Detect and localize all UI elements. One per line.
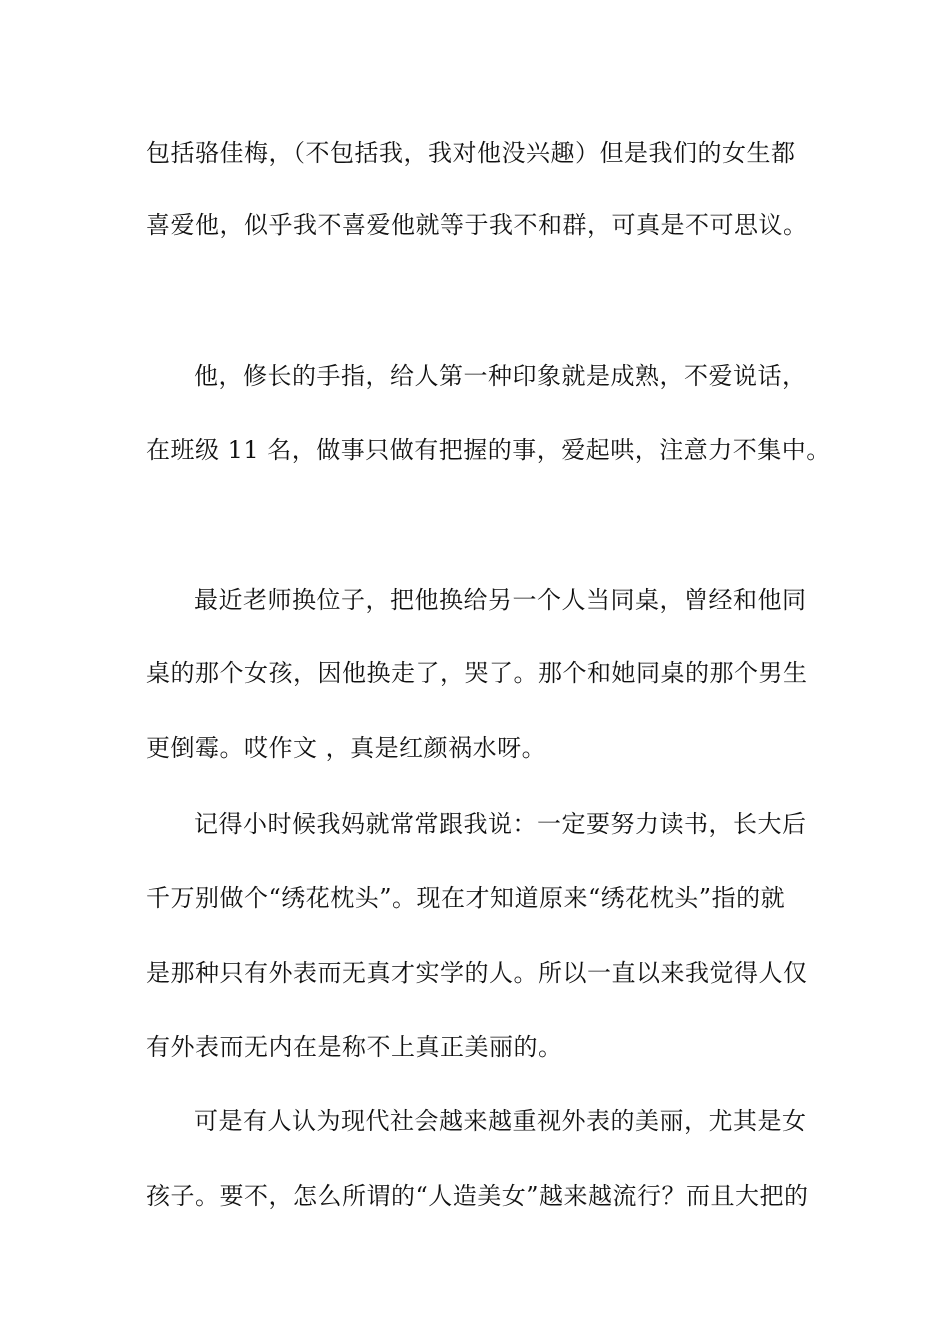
text-line: 喜爱他，似乎我不喜爱他就等于我不和群，可真是不可思议。 — [146, 211, 808, 239]
text-line: 千万别做个“绣花枕头”。现在才知道原来“绣花枕头”指的就 — [146, 884, 786, 912]
text-line: 可是有人认为现代社会越来越重视外表的美丽，尤其是女 — [194, 1107, 807, 1135]
text-line: 记得小时候我妈就常常跟我说：一定要努力读书，长大后 — [194, 810, 807, 838]
text-line: 是那种只有外表而无真才实学的人。所以一直以来我觉得人仅 — [146, 959, 808, 987]
text-line: 在班级 11 名，做事只做有把握的事，爱起哄，注意力不集中。 — [146, 436, 831, 464]
text-line: 有外表而无内在是称不上真正美丽的。 — [146, 1033, 563, 1061]
text-line: 桌的那个女孩，因他换走了，哭了。那个和她同桌的那个男生 — [146, 659, 808, 687]
text-line: 孩子。要不，怎么所谓的“人造美女”越来越流行？而且大把的 — [146, 1182, 809, 1210]
text-line: 最近老师换位子，把他换给另一个人当同桌，曾经和他同 — [194, 586, 807, 614]
text-line: 更倒霉。哎作文 ，真是红颜祸水呀。 — [146, 734, 547, 762]
text-line: 他，修长的手指，给人第一种印象就是成熟，不爱说话， — [194, 362, 807, 390]
text-line: 包括骆佳梅，（不包括我，我对他没兴趣）但是我们的女生都 — [146, 139, 796, 167]
